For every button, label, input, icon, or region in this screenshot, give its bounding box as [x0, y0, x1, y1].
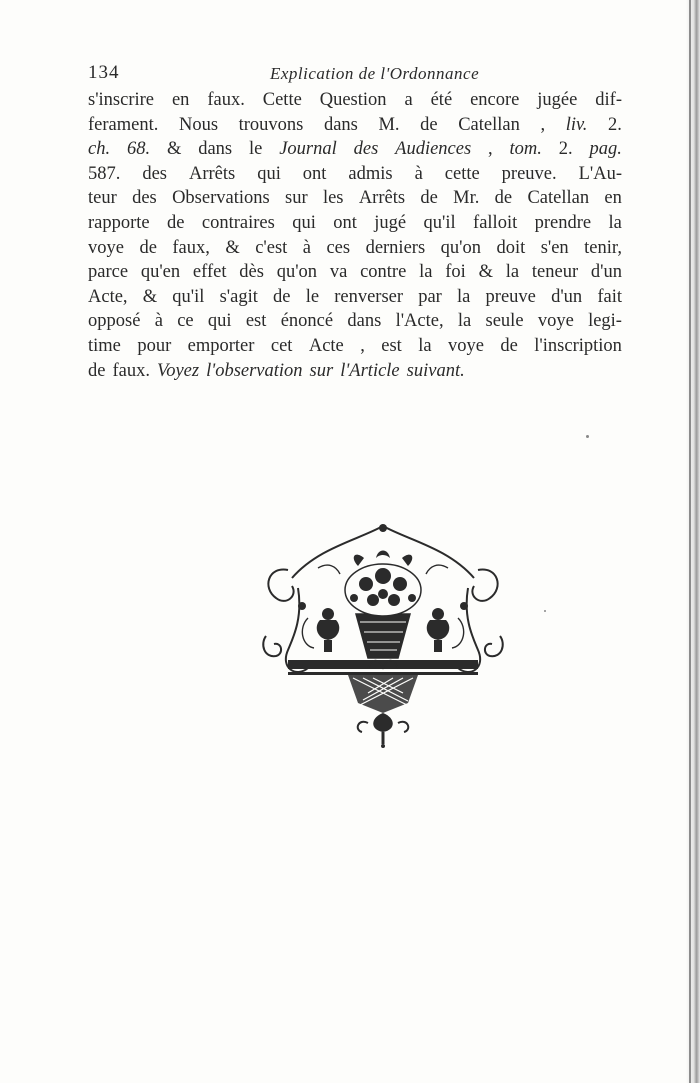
word: falloit [473, 212, 518, 233]
word: & [166, 139, 182, 160]
word: Catellan [458, 114, 520, 135]
word: Acte, [88, 286, 128, 307]
word: l'Acte, [395, 311, 444, 332]
word: liv. [565, 114, 588, 135]
word: faux. [112, 360, 150, 381]
word: ce [177, 311, 194, 332]
word: cet [270, 335, 293, 356]
word: qui [207, 311, 232, 332]
floral-basket-vignette-icon [258, 518, 508, 748]
word: ces [326, 237, 351, 258]
word: 68. [126, 139, 151, 160]
word: dans [198, 139, 233, 160]
word: la [457, 286, 471, 307]
word: effet [192, 262, 227, 283]
word: faux, [172, 237, 210, 258]
text-line [88, 260, 622, 285]
word: tom. [509, 139, 542, 160]
text-line [88, 285, 622, 310]
word: est [381, 335, 402, 356]
word: des [353, 139, 379, 160]
word: s'inscrire [88, 90, 155, 110]
word: legi- [588, 311, 622, 332]
word: pour [137, 335, 172, 356]
word: à [154, 311, 163, 332]
word: la [418, 335, 432, 356]
word: ferament. [88, 114, 159, 135]
word: 587. [88, 163, 121, 184]
word: qu'il [423, 212, 456, 233]
word: l'observation [206, 360, 303, 381]
word: contre [360, 262, 407, 283]
word: la [505, 262, 520, 283]
word: cette [444, 163, 480, 184]
word: l'Article [340, 360, 400, 381]
word: suivant. [406, 360, 465, 381]
text-line [88, 137, 622, 162]
word: dans [323, 114, 358, 135]
word: qu'il [172, 286, 205, 307]
word: jugé [374, 212, 407, 233]
word: preuve [485, 286, 536, 307]
running-title: Explication de l'Ordonnance [270, 64, 480, 83]
word: , [360, 335, 365, 356]
word: 2. [608, 114, 622, 135]
word: été [430, 90, 453, 110]
word: qu'on [440, 237, 481, 258]
word: , [488, 139, 493, 160]
word: ch. [88, 139, 111, 160]
word: pag. [589, 139, 622, 160]
word: 2. [558, 139, 573, 160]
word: Observations [172, 188, 270, 209]
word: s'agit [219, 286, 258, 307]
word: qu'en [140, 262, 181, 283]
text-line [88, 359, 622, 384]
word: la [608, 212, 622, 233]
word: contraires [201, 212, 275, 233]
text-line [88, 186, 622, 211]
word: de [273, 286, 291, 307]
word: en [604, 188, 622, 209]
word: de [500, 335, 518, 356]
word: voye [448, 335, 484, 356]
word: Mr. [453, 188, 480, 209]
word: opposé [88, 311, 141, 332]
word: & [225, 237, 240, 258]
word: à [414, 163, 423, 184]
paper-speck [544, 610, 546, 612]
text-line [88, 334, 622, 359]
word: voye [88, 237, 124, 258]
word: derniers [365, 237, 426, 258]
word: Audiences [395, 139, 472, 160]
word: encore [470, 90, 520, 110]
word: c'est [255, 237, 288, 258]
word: s'en [540, 237, 569, 258]
word: l'inscription [534, 335, 622, 356]
word: Catellan [527, 188, 590, 209]
word: a [404, 90, 413, 110]
word: des [132, 188, 157, 209]
word: prendre [534, 212, 592, 233]
word: M. [378, 114, 400, 135]
word: de [88, 360, 106, 381]
word: dans [347, 311, 382, 332]
page-edge-line [689, 0, 691, 1083]
body-text [88, 88, 622, 383]
word: rapporte [88, 212, 150, 233]
text-line [88, 211, 622, 236]
word: par [418, 286, 442, 307]
word: qui [257, 163, 281, 184]
word: trouvons [238, 114, 304, 135]
word: énoncé [280, 311, 334, 332]
word: de [420, 114, 438, 135]
text-line [88, 309, 622, 334]
word: de [139, 237, 157, 258]
word: Voyez [156, 360, 200, 381]
word: va [329, 262, 348, 283]
word: , [540, 114, 546, 135]
word: seule [485, 311, 524, 332]
word: de [494, 188, 513, 209]
word: d'un [551, 286, 583, 307]
word: est [245, 311, 267, 332]
word: fait [597, 286, 622, 307]
word: le [305, 286, 320, 307]
word: Arrêts [358, 188, 406, 209]
word: Nous [178, 114, 219, 135]
word: faux. [207, 90, 245, 110]
word: qu'on [276, 262, 318, 283]
text-line [88, 236, 622, 261]
word: sur [309, 360, 334, 381]
word: time [88, 335, 121, 356]
word: la [457, 311, 472, 332]
text-line [88, 88, 622, 113]
word: Journal [279, 139, 337, 160]
word: le [248, 139, 263, 160]
word: en [171, 90, 190, 110]
paper-speck [586, 435, 589, 438]
word: Question [319, 90, 387, 110]
word: doit [496, 237, 526, 258]
word: ont [302, 163, 327, 184]
word: qui [292, 212, 316, 233]
page-number: 134 [88, 62, 120, 83]
word: jugée [537, 90, 578, 110]
word: admis [348, 163, 393, 184]
word: & [478, 262, 493, 283]
word: Cette [262, 90, 302, 110]
word: dif- [595, 90, 622, 110]
word: & [142, 286, 158, 307]
word: parce [88, 262, 129, 283]
word: L'Au- [578, 163, 622, 184]
word: teur [88, 188, 117, 209]
word: la [419, 262, 433, 283]
word: preuve. [501, 163, 557, 184]
word: de [167, 212, 185, 233]
word: des [142, 163, 168, 184]
word: sur [285, 188, 308, 209]
word: renverser [334, 286, 404, 307]
word: ont [333, 212, 357, 233]
word: d'un [590, 262, 622, 283]
word: tenir, [584, 237, 622, 258]
word: de [420, 188, 438, 209]
word: emporter [187, 335, 255, 356]
page-header [88, 62, 628, 88]
word: Acte [308, 335, 344, 356]
word: les [322, 188, 344, 209]
word: teneur [531, 262, 579, 283]
word: Arrêts [188, 163, 236, 184]
word: à [302, 237, 311, 258]
word: voye [537, 311, 574, 332]
word: dès [239, 262, 264, 283]
word: foi [445, 262, 466, 283]
text-line [88, 113, 622, 138]
text-line [88, 162, 622, 187]
